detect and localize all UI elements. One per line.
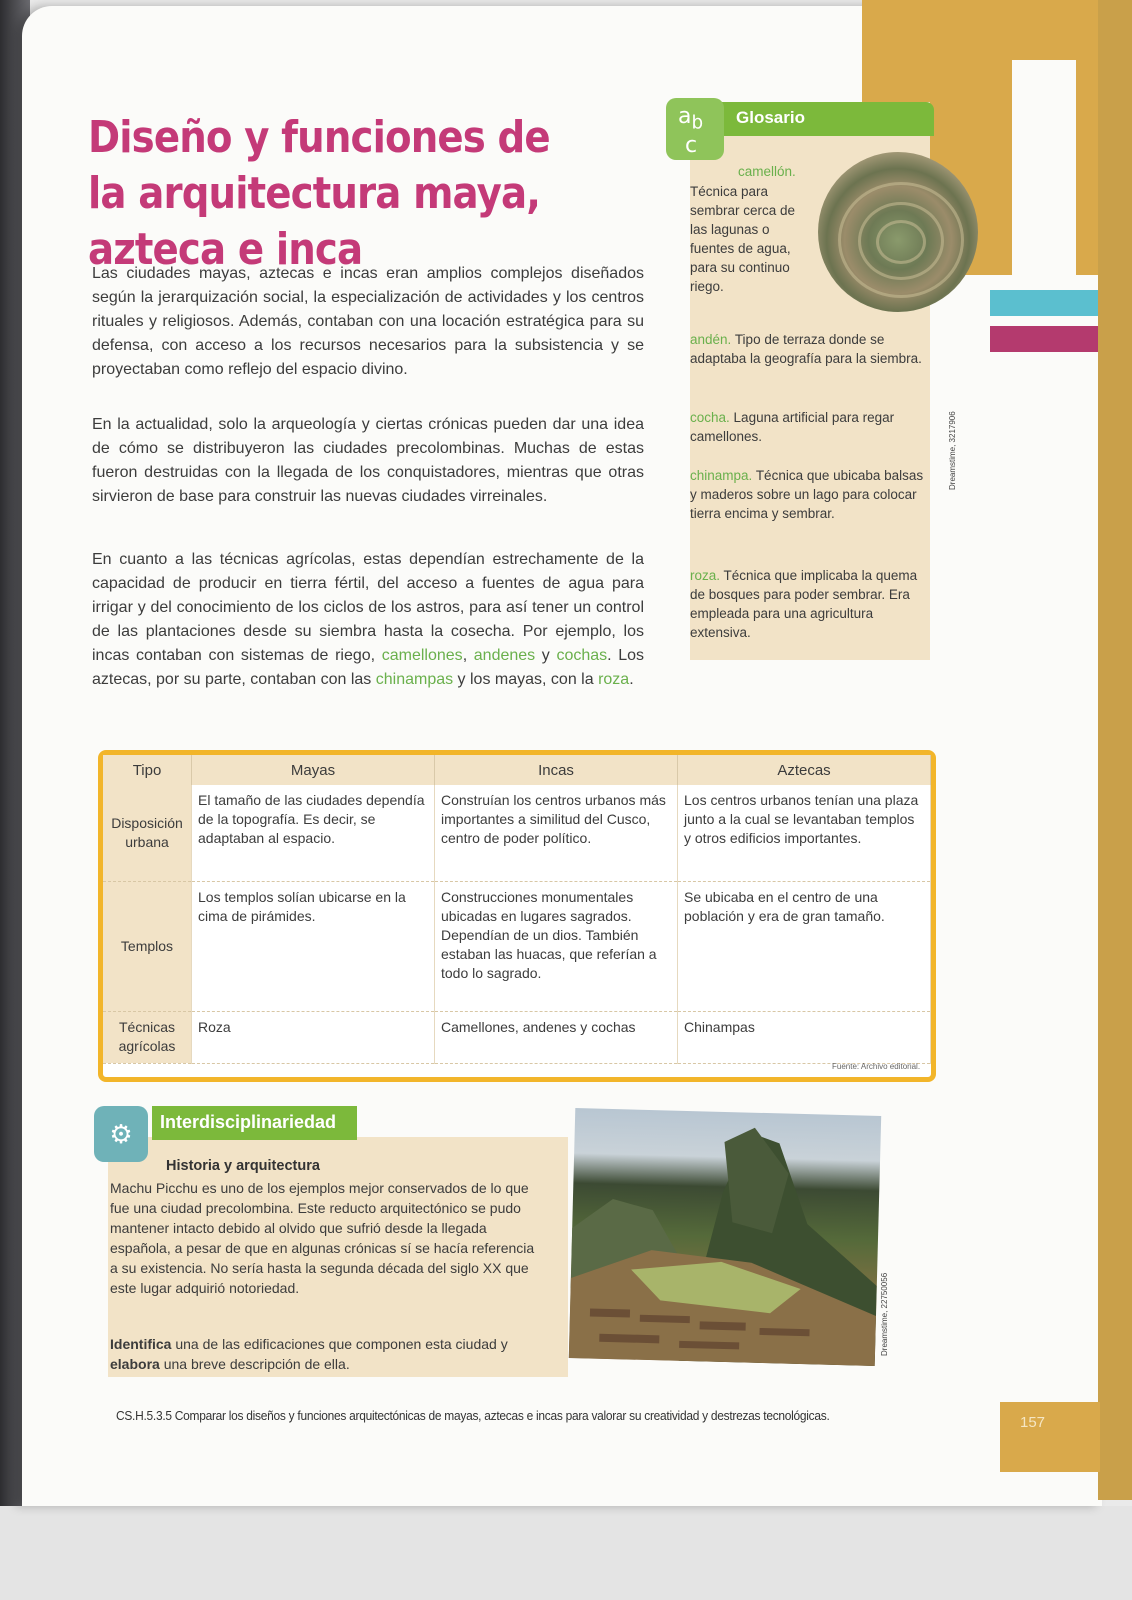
table-cell-mayas: Roza [192, 1011, 435, 1063]
term-andenes: andenes [473, 647, 536, 664]
table-cell-aztecas: Los centros urbanos tenían una plaza junto a la cual se levantaban templos y otros edificios importantes. [678, 785, 931, 881]
table-header-mayas: Mayas [192, 755, 435, 785]
interdisciplinary-task: Identifica una de las edificaciones que componen esta ciudad y elabora una breve descripción de ella. [110, 1336, 508, 1372]
decorative-right-strip [1098, 0, 1132, 1500]
table-cell-mayas: El tamaño de las ciudades dependía de la topografía. Es decir, se adaptaban al espacio. [192, 785, 435, 881]
page-title: Diseño y funciones de la arquitectura maya, azteca e inca [88, 112, 550, 275]
table-cell-incas: Construían los centros urbanos más importantes a similitud del Cusco, centro de poder político. [435, 785, 678, 881]
table-row [103, 881, 931, 1011]
comparison-table [103, 755, 931, 1064]
paragraph-agriculture: En cuanto a las técnicas agrícolas, estas dependían estrechamente de la capacidad de producir en tierra fértil, del acceso a fuentes de agua para irrigar y del conocimiento de los ciclos de los astros, para así tener un control de las plantaciones desde su siembra hasta la cosecha. Por ejemplo, los incas contaban con sistemas de riego, camellones, andenes y cochas. Los aztecas, por su parte, contaban con las chinampas y los mayas, con la roza. [92, 551, 645, 688]
machu-picchu-photo-credit: Dreamstime, 22750056 [880, 1272, 889, 1356]
paragraph-intro: Las ciudades mayas, aztecas e incas eran amplios complejos diseñados según la jerarquización social, la especialización de actividades y los centros rituales y religiosos. Además, contaban con una locación estratégica para su defensa, con acceso a los recursos necesarios para la subsistencia y se proyectaban como reflejo del espacio divino. [92, 265, 644, 378]
interdisciplinary-subtitle: Historia y arquitectura [166, 1158, 320, 1174]
comparison-table-frame [98, 750, 936, 1082]
table-row [103, 785, 931, 881]
decorative-white-cut [1012, 60, 1076, 275]
interdisciplinary-icon: ⚙ [94, 1106, 148, 1162]
page-number: 157 [1000, 1402, 1100, 1472]
machu-picchu-photo [569, 1108, 881, 1366]
glossary-item-chinampa: chinampa. Técnica que ubicaba balsas y maderos sobre un lago para colocar tierra encima y sembrar. [690, 468, 924, 521]
table-header-aztecas: Aztecas [678, 755, 931, 785]
table-cell-mayas: Los templos solían ubicarse en la cima de pirámides. [192, 881, 435, 1011]
decorative-magenta-band [990, 326, 1110, 352]
glossary-item-camellon: Técnica para sembrar cerca de las lagunas o fuentes de agua, para su continuo riego. [690, 184, 796, 294]
paragraph-archaeology: En la actualidad, solo la arqueología y ciertas crónicas pueden dar una idea de cómo se distribuyeron las ciudades precolombinas. Muchas de estas fueron destruidas con la llegada de los conquistadores, mientras que otras sirvieron de base para construir las nuevas ciudades virreinales. [92, 416, 644, 505]
page-bottom-edge [0, 1506, 1132, 1600]
table-row-head: Técnicas agrícolas [103, 1011, 192, 1063]
term-camellones: camellones [381, 647, 463, 664]
glossary-item-cocha: cocha. Laguna artificial para regar camellones. [690, 410, 895, 444]
table-cell-incas: Camellones, andenes y cochas [435, 1011, 678, 1063]
glossary-title: Glosario [736, 108, 805, 127]
interdisciplinary-title: Interdisciplinariedad [152, 1106, 357, 1140]
glossary-header [690, 102, 934, 136]
term-chinampas: chinampas [375, 671, 454, 688]
curriculum-skill-note: CS.H.5.3.5 Comparar los diseños y funciones arquitectónicas de mayas, aztecas e incas para valorar su creatividad y destrezas tecnológicas. [116, 1408, 830, 1423]
glossary-abc-icon: $a_b$ c [666, 98, 724, 160]
table-source: Fuente: Archivo editorial. [832, 1062, 921, 1071]
glossary-item-roza: roza. Técnica que implicaba la quema de bosques para poder sembrar. Era empleada para una agricultura extensiva. [690, 568, 918, 640]
table-header-incas: Incas [435, 755, 678, 785]
table-cell-aztecas: Se ubicaba en el centro de una población y era de gran tamaño. [678, 881, 931, 1011]
glossary-item-camellon-term: camellón. [738, 164, 796, 179]
table-row-head: Disposición urbana [103, 785, 192, 881]
glossary-item-anden: andén. Tipo de terraza donde se adaptaba la geografía para la siembra. [690, 332, 922, 366]
interdisciplinary-text: Machu Picchu es uno de los ejemplos mejor conservados de lo que fue una ciudad precolombina. Este reducto arquitectónico se pudo mantener intacto debido al olvido que sufrió desde la llegada española, a pesar de que en algunas crónicas sí se hacía referencia a su existencia. No sería hasta la segunda década del siglo XX que este lugar adquirió notoriedad. [110, 1180, 535, 1296]
term-cochas: cochas [556, 647, 608, 664]
table-header-tipo: Tipo [103, 755, 192, 785]
table-cell-aztecas: Chinampas [678, 1011, 931, 1063]
decorative-cyan-band [990, 290, 1110, 316]
glossary-photo-credit: Dreamstime, 3217906 [948, 411, 957, 490]
table-cell-incas: Construcciones monumentales ubicadas en lugares sagrados. Dependían de un dios. También estaban las huacas, que referían a todo lo sagrado. [435, 881, 678, 1011]
term-roza: roza [598, 671, 630, 688]
table-row-head: Templos [103, 881, 192, 1011]
table-row [103, 1011, 931, 1063]
